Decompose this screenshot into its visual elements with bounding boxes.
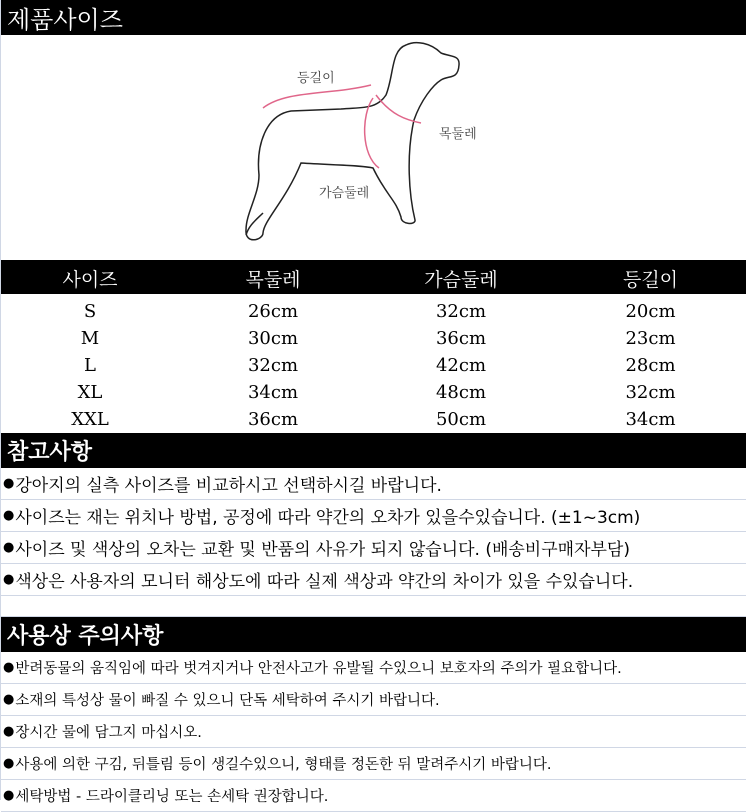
table-cell: 34cm (625, 409, 676, 430)
list-item (1, 500, 746, 532)
notes-title: 참고사항 (1, 433, 746, 468)
table-row (1, 298, 746, 325)
spacer (1, 596, 746, 617)
table-row (1, 352, 746, 379)
table-cell: L (84, 355, 96, 376)
header-size: 사이즈 (62, 268, 118, 291)
bullet-icon: ● (3, 572, 15, 587)
table-cell: 48cm (435, 382, 487, 403)
table-cell: S (83, 301, 97, 322)
size-table-header (1, 262, 746, 294)
list-item (1, 748, 746, 780)
list-item (1, 652, 746, 684)
bullet-icon: ● (3, 540, 15, 555)
list-item-text: 사이즈 및 색상의 오차는 교환 및 반품의 사유가 되지 않습니다. (배송비구매자부담) (15, 540, 630, 560)
bullet-icon: ● (3, 660, 15, 675)
table-cell: 20cm (625, 301, 676, 322)
bullet-icon: ● (3, 724, 15, 739)
header-chest: 가슴둘레 (424, 268, 498, 291)
list-item (1, 532, 746, 564)
bullet-icon: ● (3, 692, 15, 707)
list-item-text: 강아지의 실측 사이즈를 비교하시고 선택하시길 바랍니다. (15, 476, 442, 496)
back-length-label: 등길이 (297, 71, 335, 86)
table-cell: 36cm (247, 409, 299, 430)
header-back: 등길이 (622, 268, 679, 291)
dog-outline-icon (1, 35, 746, 258)
list-item-text: 사이즈는 재는 위치나 방법, 공정에 따라 약간의 오차가 있을수있습니다. (±1~3cm) (15, 508, 641, 528)
list-item-text: 사용에 의한 구김, 뒤틀림 등이 생길수있으니, 형태를 정돈한 뒤 말려주시기 바랍니다. (15, 757, 552, 773)
table-cell: 30cm (247, 328, 299, 349)
list-item (1, 468, 746, 500)
table-cell: M (80, 328, 100, 349)
list-item (1, 684, 746, 716)
dog-measure-diagram (1, 35, 746, 262)
table-row (1, 406, 746, 433)
list-item-text: 세탁방법 - 드라이클리닝 또는 손세탁 권장합니다. (15, 789, 329, 805)
table-row (1, 325, 746, 352)
list-item-text: 장시간 물에 담그지 마십시오. (15, 725, 202, 741)
bullet-icon: ● (3, 756, 15, 771)
bullet-icon: ● (3, 508, 15, 523)
bullet-icon: ● (3, 476, 15, 491)
list-item-text: 소재의 특성상 물이 빠질 수 있으니 단독 세탁하여 주시기 바랍니다. (15, 693, 440, 709)
list-item (1, 564, 746, 596)
neck-label: 목둘레 (439, 127, 477, 142)
table-cell: XL (77, 382, 103, 403)
table-cell: 34cm (247, 382, 299, 403)
cautions-title: 사용상 주의사항 (1, 617, 746, 652)
size-title: 제품사이즈 (1, 0, 746, 35)
table-cell: 23cm (625, 328, 676, 349)
table-cell: 32cm (435, 301, 487, 322)
table-cell: XXL (71, 409, 109, 430)
list-item-text: 반려동물의 움직임에 따라 벗겨지거나 안전사고가 유발될 수있으니 보호자의 주의가 필요합니다. (15, 661, 622, 677)
table-cell: 26cm (247, 301, 299, 322)
list-item (1, 716, 746, 748)
table-cell: 28cm (625, 355, 676, 376)
header-neck: 목둘레 (245, 268, 301, 291)
table-cell: 50cm (435, 409, 487, 430)
list-item (1, 780, 746, 812)
chest-label: 가슴둘레 (319, 186, 370, 201)
list-item-text: 색상은 사용자의 모니터 해상도에 따라 실제 색상과 약간의 차이가 있을 수있습니다. (15, 572, 634, 592)
bullet-icon: ● (3, 788, 15, 803)
table-cell: 42cm (435, 355, 487, 376)
table-cell: 36cm (435, 328, 487, 349)
table-cell: 32cm (625, 382, 676, 403)
table-row (1, 379, 746, 406)
table-cell: 32cm (247, 355, 299, 376)
